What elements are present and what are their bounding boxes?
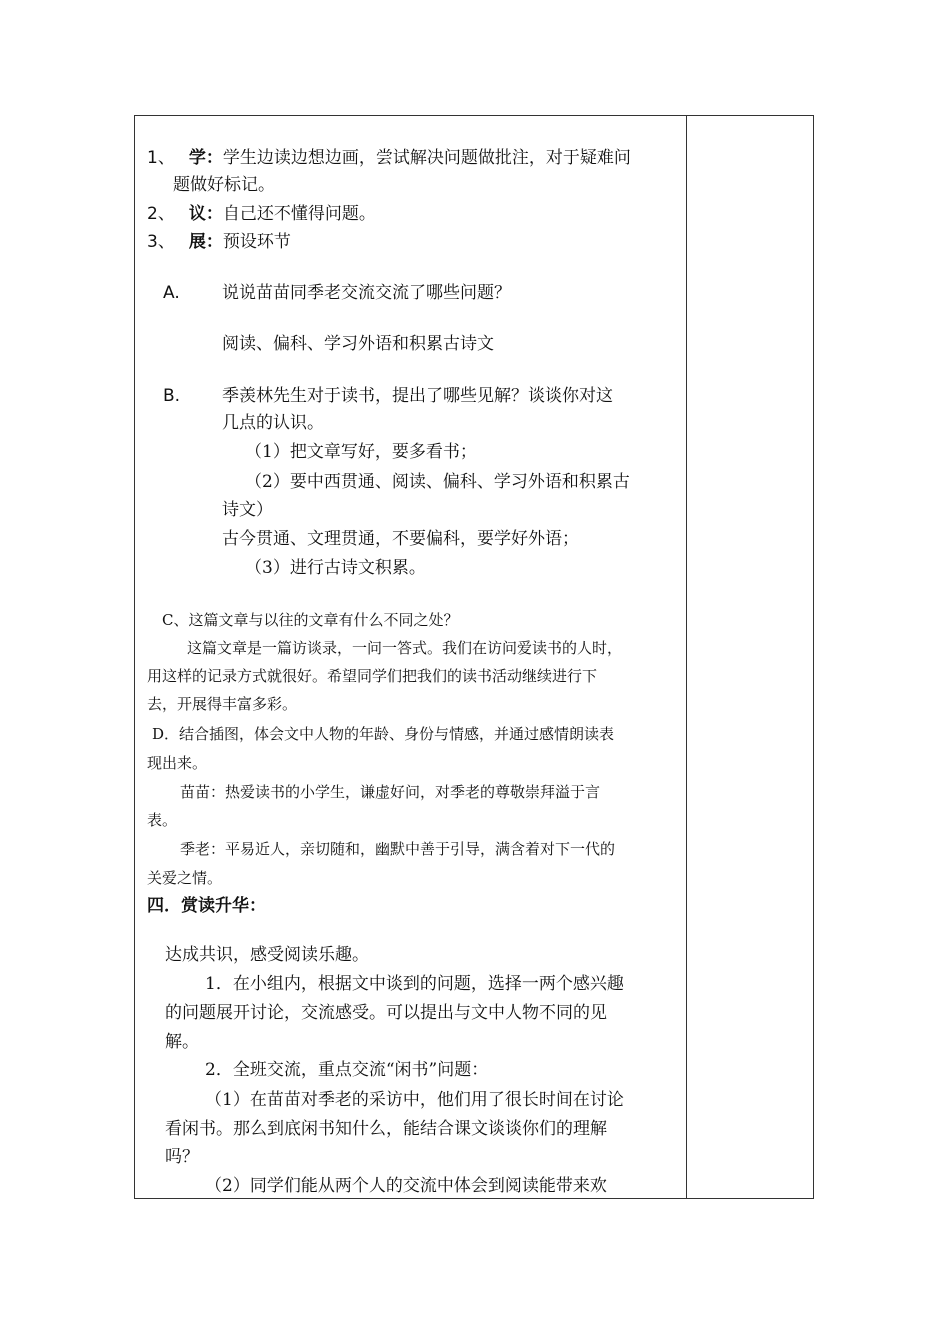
section-4-step-1-cont: 的问题展开讨论，交流感受。可以提出与文中人物不同的见 xyxy=(165,1003,607,1023)
section-d-question: D．结合插图，体会文中人物的年龄、身份与情感，并通过感情朗读表 xyxy=(152,725,615,743)
section-b-point-2-detail: 古今贯通、文理贯通，不要偏科，要学好外语； xyxy=(222,529,579,549)
item-number: 2、 xyxy=(147,204,175,224)
lesson-plan-table xyxy=(134,115,814,1199)
section-4-step-2-1-cont: 看闲书。那么到底闲书知什么，能结合课文谈谈你们的理解 xyxy=(165,1119,607,1139)
section-4-step-1: 1．在小组内，根据文中谈到的问题，选择一两个感兴趣 xyxy=(205,974,624,994)
section-b-question-cont: 几点的认识。 xyxy=(222,413,324,433)
section-d-miaomiao: 苗苗：热爱读书的小学生，谦虚好问，对季老的尊敬崇拜溢于言 xyxy=(180,783,601,801)
section-d-miaomiao-cont: 表。 xyxy=(147,811,178,829)
item-label: 展： xyxy=(188,232,223,252)
section-c-answer-line: 这篇文章是一篇访谈录，一问一答式。我们在访问爱读书的人时， xyxy=(187,639,623,657)
section-b-question: 季羡林先生对于读书，提出了哪些见解？谈谈你对这 xyxy=(222,386,613,406)
section-d-jilao-cont: 关爱之情。 xyxy=(147,869,223,887)
section-4-step-2: 2．全班交流，重点交流“闲书”问题： xyxy=(205,1060,489,1080)
section-4-intro: 达成共识，感受阅读乐趣。 xyxy=(165,945,369,965)
section-4-heading: 四．赏读升华： xyxy=(147,896,266,916)
section-4-step-2-1-end: 吗？ xyxy=(165,1147,199,1167)
section-b-point-2-cont: 诗文） xyxy=(222,500,273,520)
column-divider xyxy=(686,116,687,1198)
item-3 xyxy=(147,231,291,253)
section-b-point-2: （2）要中西贯通、阅读、偏科、学习外语和积累古 xyxy=(245,472,630,492)
item-2 xyxy=(147,203,376,225)
item-1-continuation: 题做好标记。 xyxy=(173,175,275,195)
section-b-point-3: （3）进行古诗文积累。 xyxy=(245,558,426,578)
section-c-answer-line: 用这样的记录方式就很好。希望同学们把我们的读书活动继续进行下 xyxy=(147,667,598,685)
section-b-point-1: （1）把文章写好，要多看书； xyxy=(245,442,477,462)
section-d-jilao: 季老：平易近人，亲切随和，幽默中善于引导，满含着对下一代的 xyxy=(180,840,616,858)
item-number: 1、 xyxy=(147,148,175,168)
item-label: 学： xyxy=(188,148,223,168)
item-text: 预设环节 xyxy=(222,232,291,252)
item-text: 自己还不懂得问题。 xyxy=(222,204,376,224)
item-1 xyxy=(147,147,631,169)
item-number: 3、 xyxy=(147,232,175,252)
section-a-answer: 阅读、偏科、学习外语和积累古诗文 xyxy=(222,334,494,354)
section-b-letter: B. xyxy=(163,386,181,406)
section-d-question-cont: 现出来。 xyxy=(147,754,208,772)
lesson-content-cell xyxy=(135,116,686,1198)
item-label: 议： xyxy=(188,204,223,224)
section-4-step-2-1: （1）在苗苗对季老的采访中，他们用了很长时间在讨论 xyxy=(205,1090,624,1110)
section-4-step-2-2: （2）同学们能从两个人的交流中体会到阅读能带来欢 xyxy=(205,1176,607,1196)
section-a-letter: A. xyxy=(163,283,180,303)
section-4-step-1-end: 解。 xyxy=(165,1032,199,1052)
section-c-question: C、这篇文章与以往的文章有什么不同之处？ xyxy=(162,611,459,629)
section-c-answer-line: 去，开展得丰富多彩。 xyxy=(147,695,298,713)
section-a-question: 说说苗苗同季老交流交流了哪些问题？ xyxy=(222,283,511,303)
item-text: 学生边读边想边画，尝试解决问题做批注，对于疑难问 xyxy=(222,148,631,168)
